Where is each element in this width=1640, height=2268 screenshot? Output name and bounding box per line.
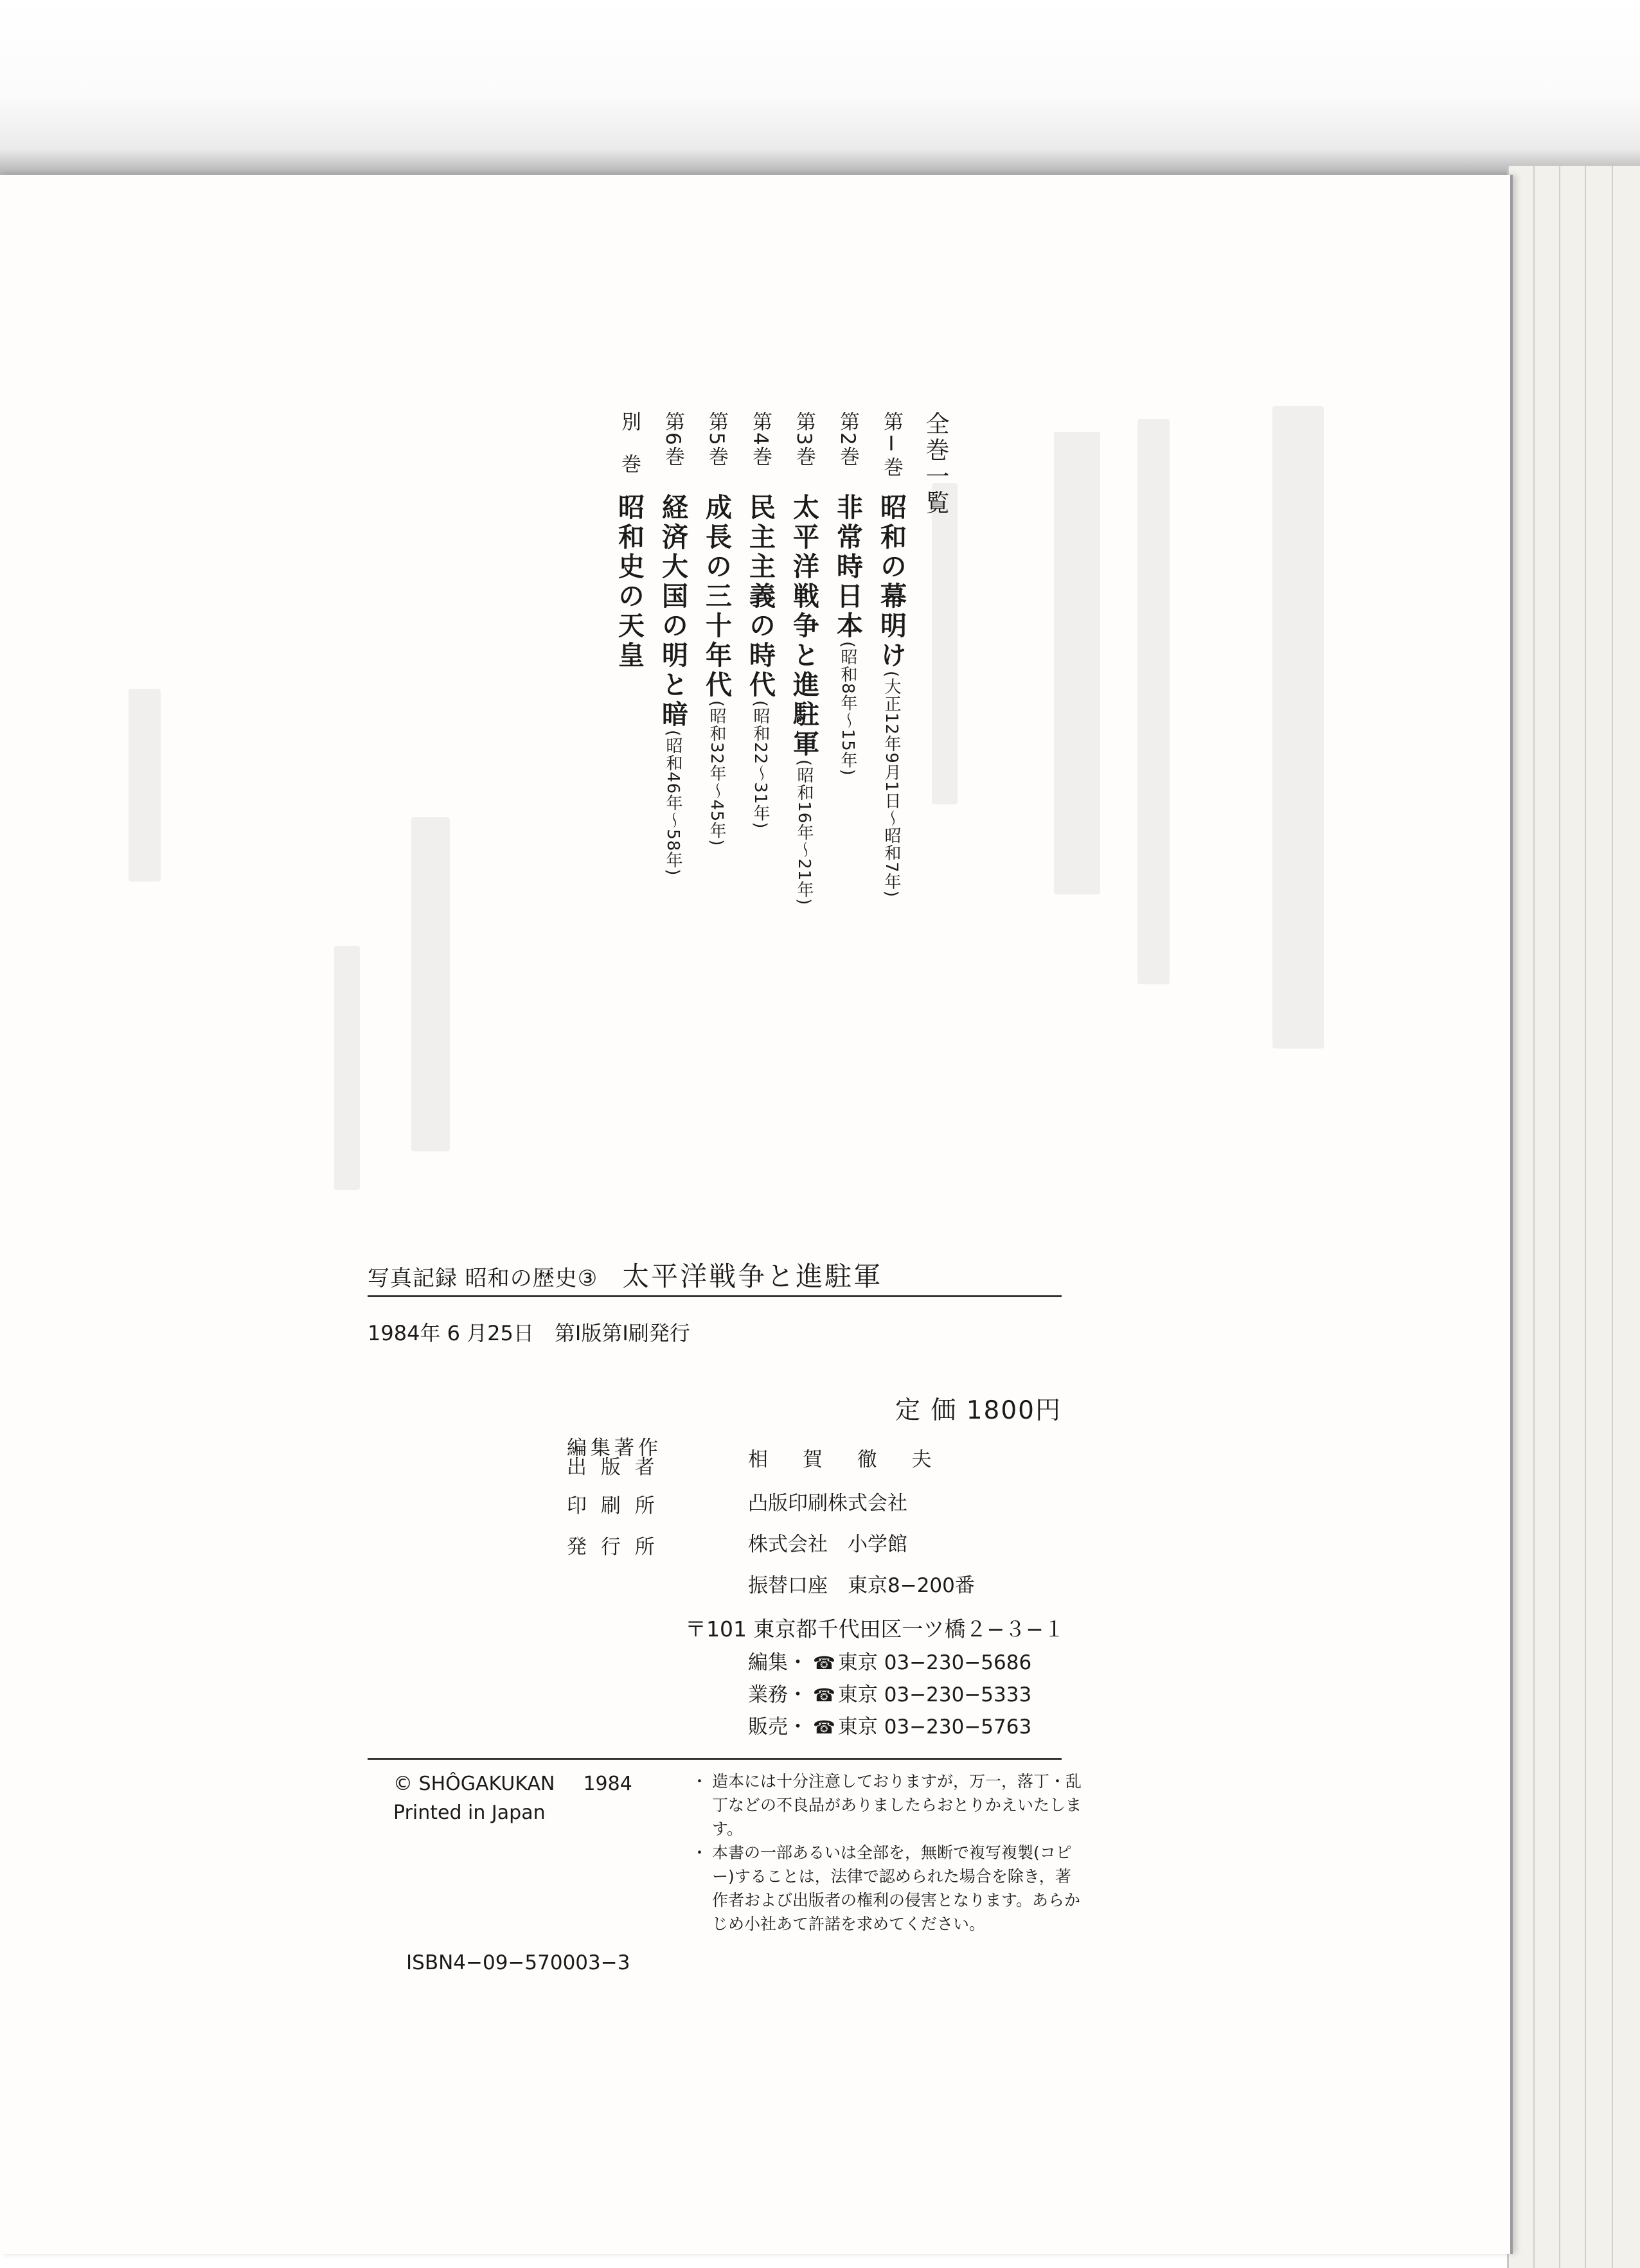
- volume-number: 第6巻: [661, 411, 684, 468]
- contact-editorial: [748, 1646, 1031, 1675]
- publication-date-line: [368, 1317, 690, 1347]
- volume-title: 昭和の幕明け: [876, 493, 907, 671]
- volume-item: [614, 411, 645, 1002]
- telephone-icon: ☎: [813, 1685, 835, 1706]
- volume-period: (昭和46年〜58年): [663, 730, 682, 876]
- book-title: 太平洋戦争と進駐軍: [622, 1261, 883, 1292]
- volume-title: 非常時日本: [832, 493, 863, 641]
- bleed-through-mark: [411, 817, 450, 1151]
- note-defect: ・ 造本には十分注意しておりますが，万一，落丁・乱丁などの不良品がありましたらおとりかえいたします。: [697, 1769, 1082, 1841]
- volume-title: 民主主義の時代: [745, 493, 776, 700]
- volume-period: (昭和16年〜21年): [794, 759, 814, 906]
- price: 定 価 1800円: [895, 1396, 1062, 1425]
- telephone-icon: ☎: [813, 1652, 835, 1674]
- page-edges: [1507, 166, 1640, 2268]
- contact-tel: 東京 03−230−5333: [837, 1683, 1032, 1706]
- page-edge-line: [1612, 166, 1613, 2268]
- isbn: ISBN4−09−570003−3: [406, 1951, 630, 1974]
- volume-period: (昭和32年〜45年): [707, 700, 726, 847]
- volume-period: (昭和22〜31年): [751, 700, 770, 829]
- telephone-icon: ☎: [813, 1717, 835, 1738]
- printed-in: Printed in Japan: [393, 1802, 546, 1824]
- contact-dept: 業務・: [748, 1683, 808, 1706]
- series-title: 写真記録 昭和の歴史③: [368, 1266, 598, 1291]
- page-edge-line: [1533, 166, 1535, 2268]
- transfer-account: 振替口座 東京8−200番: [748, 1574, 975, 1597]
- issuer-name: 株式会社 小学館: [748, 1533, 907, 1556]
- volume-item: [745, 411, 776, 1002]
- volume-list: [598, 411, 947, 1002]
- notes: [697, 1769, 1082, 1936]
- volume-title: 成長の三十年代: [701, 493, 732, 700]
- publication-date: 1984年 6 月25日: [368, 1321, 534, 1345]
- divider-rule: [368, 1295, 1062, 1297]
- contact-tel: 東京 03−230−5686: [837, 1651, 1032, 1674]
- volume-item: [659, 411, 686, 1002]
- volume-number: 別 巻: [618, 411, 641, 475]
- printer-name: 凸版印刷株式会社: [748, 1492, 907, 1515]
- volume-item: [701, 411, 732, 1002]
- volume-title: 昭和史の天皇: [614, 493, 645, 671]
- scanner-background: [0, 0, 1640, 177]
- bleed-through-mark: [334, 946, 360, 1190]
- volume-item: [832, 411, 863, 1002]
- contact-dept: 販売・: [748, 1715, 808, 1739]
- bleed-through-mark: [129, 689, 161, 882]
- page-edge-line: [1559, 166, 1560, 2268]
- contact-tel: 東京 03−230−5763: [837, 1715, 1032, 1739]
- author-label: 編集著作: [567, 1437, 662, 1460]
- contact-sales: [748, 1710, 1031, 1739]
- volume-number: 第5巻: [705, 411, 728, 468]
- bleed-through-mark: [1137, 419, 1170, 984]
- author-publisher-name: 相 賀 徹 夫: [748, 1448, 946, 1471]
- contact-business: [748, 1678, 1031, 1707]
- volume-title: 経済大国の明と暗: [657, 493, 688, 730]
- printer-label: 印 刷 所: [567, 1494, 659, 1518]
- copyright-holder: © SHÔGAKUKAN: [393, 1773, 555, 1795]
- issuer-label: 発 行 所: [567, 1536, 659, 1559]
- copyright-year: 1984: [583, 1773, 632, 1795]
- divider-rule: [368, 1758, 1062, 1760]
- volume-list-heading: 全巻一覧: [922, 411, 949, 517]
- note-copyright: ・ 本書の一部あるいは全部を，無断で複写複製(コピー)することは，法律で認められた場合を除き，著作者および出版者の権利の侵害となります。あらかじめ小社あて許諾を求めてください。: [697, 1841, 1082, 1936]
- volume-number: 第3巻: [792, 411, 816, 468]
- volume-item: [876, 411, 907, 1002]
- publisher-person-label: 出 版 者: [567, 1456, 659, 1479]
- volume-number: 第2巻: [836, 411, 859, 468]
- copyright-block: [393, 1769, 632, 1827]
- contact-dept: 編集・: [748, 1651, 808, 1674]
- volume-item: [790, 411, 817, 1002]
- postal-address: 〒101 東京都千代田区一ツ橋２−３−１: [685, 1617, 1065, 1642]
- page-edge-line: [1585, 166, 1586, 2268]
- series-line: [368, 1255, 882, 1294]
- volume-period: (昭和8年〜15年): [838, 641, 857, 776]
- volume-period: (大正12年9月1日〜昭和7年): [882, 671, 901, 898]
- volume-number: 第Ⅰ巻: [880, 411, 903, 478]
- bleed-through-mark: [1054, 432, 1100, 894]
- volume-title: 太平洋戦争と進駐軍: [789, 493, 819, 759]
- edition-info: 第Ⅰ版第Ⅰ刷発行: [554, 1321, 690, 1345]
- volume-number: 第4巻: [749, 411, 772, 468]
- bleed-through-mark: [1272, 406, 1324, 1049]
